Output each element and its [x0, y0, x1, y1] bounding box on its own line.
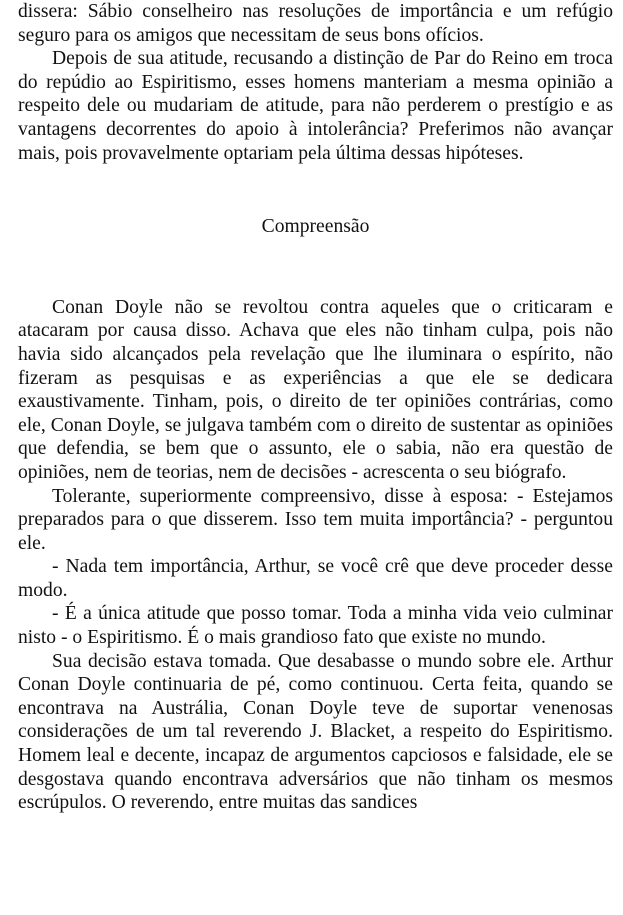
- section-heading: Compreensão: [261, 216, 370, 238]
- paragraph-conan-doyle: Conan Doyle não se revoltou contra aqueles que o criticaram e atacaram por causa disso. Achava que eles não tinham culpa, pois não havia sido alcançados pela revelação que lhe iluminara o espírito, não fizeram as pesquisas e as experiências a que ele se dedicara exaustivamente. Tinham, pois, o direito de ter opiniões contrárias, como ele, Conan Doyle, se julgava também com o direito de sustentar as opiniões que defendia, se bem que o assunto, ele o sabia, não era questão de opiniões, nem de teorias, nem de decisões - acrescenta o seu biógrafo.: [18, 296, 613, 483]
- paragraph-tolerante: Tolerante, superiormente compreensivo, disse à esposa: - Estejamos preparados para o que disserem. Isso tem muita importância? - perguntou ele.: [18, 485, 613, 554]
- paragraph-nada-tem: - Nada tem importância, Arthur, se você crê que deve proceder desse modo.: [18, 556, 613, 601]
- paragraph-decisao: Sua decisão estava tomada. Que desabasse o mundo sobre ele. Arthur Conan Doyle continuaria de pé, como continuou. Certa feita, quando se encontrava na Austrália, Conan Doyle teve de suportar venenosas considerações de um tal reverendo J. Blacket, a respeito do Espiritismo. Homem leal e decente, incapaz de argumentos capciosos e falsidade, ele se desgostava quando encontrava adversários que não tinham os mesmos escrúpulos. O reverendo, entre muitas das sandices: [18, 650, 613, 814]
- paragraph-continuation: dissera: Sábio conselheiro nas resoluções de importância e um refúgio seguro para os amigos que necessitam de seus bons ofícios.: [18, 1, 613, 46]
- section-spacer-top: [18, 165, 613, 215]
- document-page: [18, 0, 613, 815]
- paragraph-par-do-reino: Depois de sua atitude, recusando a distinção de Par do Reino em troca do repúdio ao Espiritismo, esses homens manteriam a mesma opinião a respeito dele ou mudariam de atitude, para não perderem o prestígio e as vantagens decorrentes do apoio à intolerância? Preferimos não avançar mais, pois provavelmente optariam pela última dessas hipóteses.: [18, 48, 613, 164]
- paragraph-unica-atitude: - É a única atitude que posso tomar. Toda a minha vida veio culminar nisto - o Espiritismo. É o mais grandioso fato que existe no mundo.: [18, 603, 613, 649]
- section-spacer-bottom: [18, 239, 613, 296]
